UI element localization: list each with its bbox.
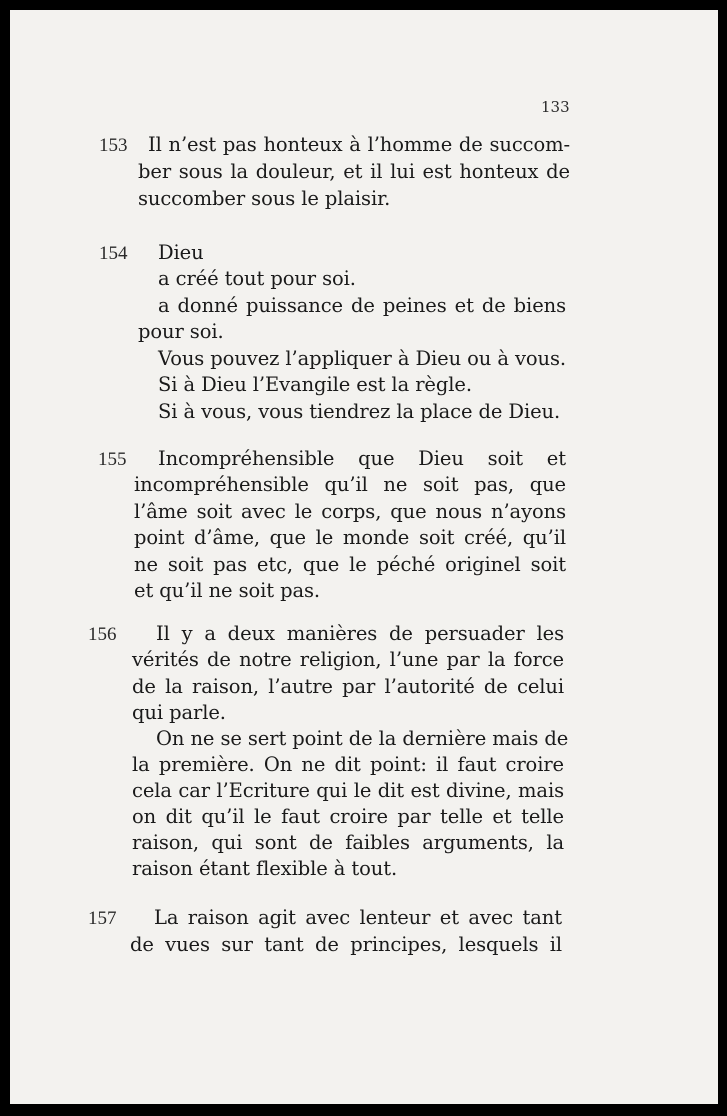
paragraph-number: 155 bbox=[98, 449, 127, 470]
text-line: incompréhensible qu’il ne soit pas, que bbox=[134, 473, 566, 496]
paragraph-number: 157 bbox=[88, 908, 117, 929]
text-line: Il n’est pas honteux à l’homme de succom- bbox=[148, 133, 570, 156]
text-line: ber sous la douleur, et il lui est honteux de bbox=[138, 160, 570, 183]
text-line: Il y a deux manières de persuader les bbox=[156, 622, 564, 645]
text-line: la première. On ne dit point: il faut croire bbox=[132, 753, 564, 776]
text-line: Dieu bbox=[158, 241, 204, 264]
text-line: Si à vous, vous tiendrez la place de Dieu. bbox=[158, 400, 561, 423]
page-number: 133 bbox=[541, 98, 570, 116]
text-line: a créé tout pour soi. bbox=[158, 267, 356, 290]
text-line: La raison agit avec lenteur et avec tant bbox=[154, 906, 562, 929]
text-line: et qu’il ne soit pas. bbox=[134, 579, 321, 602]
text-line: cela car l’Ecriture qui le dit est divine, mais bbox=[132, 779, 564, 802]
paragraph-number: 156 bbox=[88, 624, 117, 645]
text-line: on dit qu’il le faut croire par telle et telle bbox=[132, 805, 564, 828]
paragraph-number: 153 bbox=[99, 135, 128, 156]
text-line: de la raison, l’autre par l’autorité de celui bbox=[132, 675, 564, 698]
text-line: raison étant flexible à tout. bbox=[132, 857, 398, 880]
text-line: succomber sous le plaisir. bbox=[138, 187, 391, 210]
text-line: On ne se sert point de la dernière mais de bbox=[156, 727, 569, 750]
text-line: vérités de notre religion, l’une par la force bbox=[132, 648, 564, 671]
text-line: de vues sur tant de principes, lesquels il bbox=[130, 933, 562, 956]
text-line: point d’âme, que le monde soit créé, qu’il bbox=[134, 526, 566, 549]
text-line: a donné puissance de peines et de biens bbox=[158, 294, 566, 317]
text-line: qui parle. bbox=[132, 701, 226, 724]
paragraph-number: 154 bbox=[99, 243, 128, 264]
text-line: raison, qui sont de faibles arguments, la bbox=[132, 831, 564, 854]
book-page bbox=[10, 10, 718, 1104]
text-line: pour soi. bbox=[138, 320, 224, 343]
text-line: l’âme soit avec le corps, que nous n’ayons bbox=[134, 500, 566, 523]
text-line: ne soit pas etc, que le péché originel soit bbox=[134, 553, 566, 576]
text-line: Vous pouvez l’appliquer à Dieu ou à vous. bbox=[158, 347, 566, 370]
text-line: Si à Dieu l’Evangile est la règle. bbox=[158, 373, 472, 396]
text-line: Incompréhensible que Dieu soit et bbox=[158, 447, 566, 470]
